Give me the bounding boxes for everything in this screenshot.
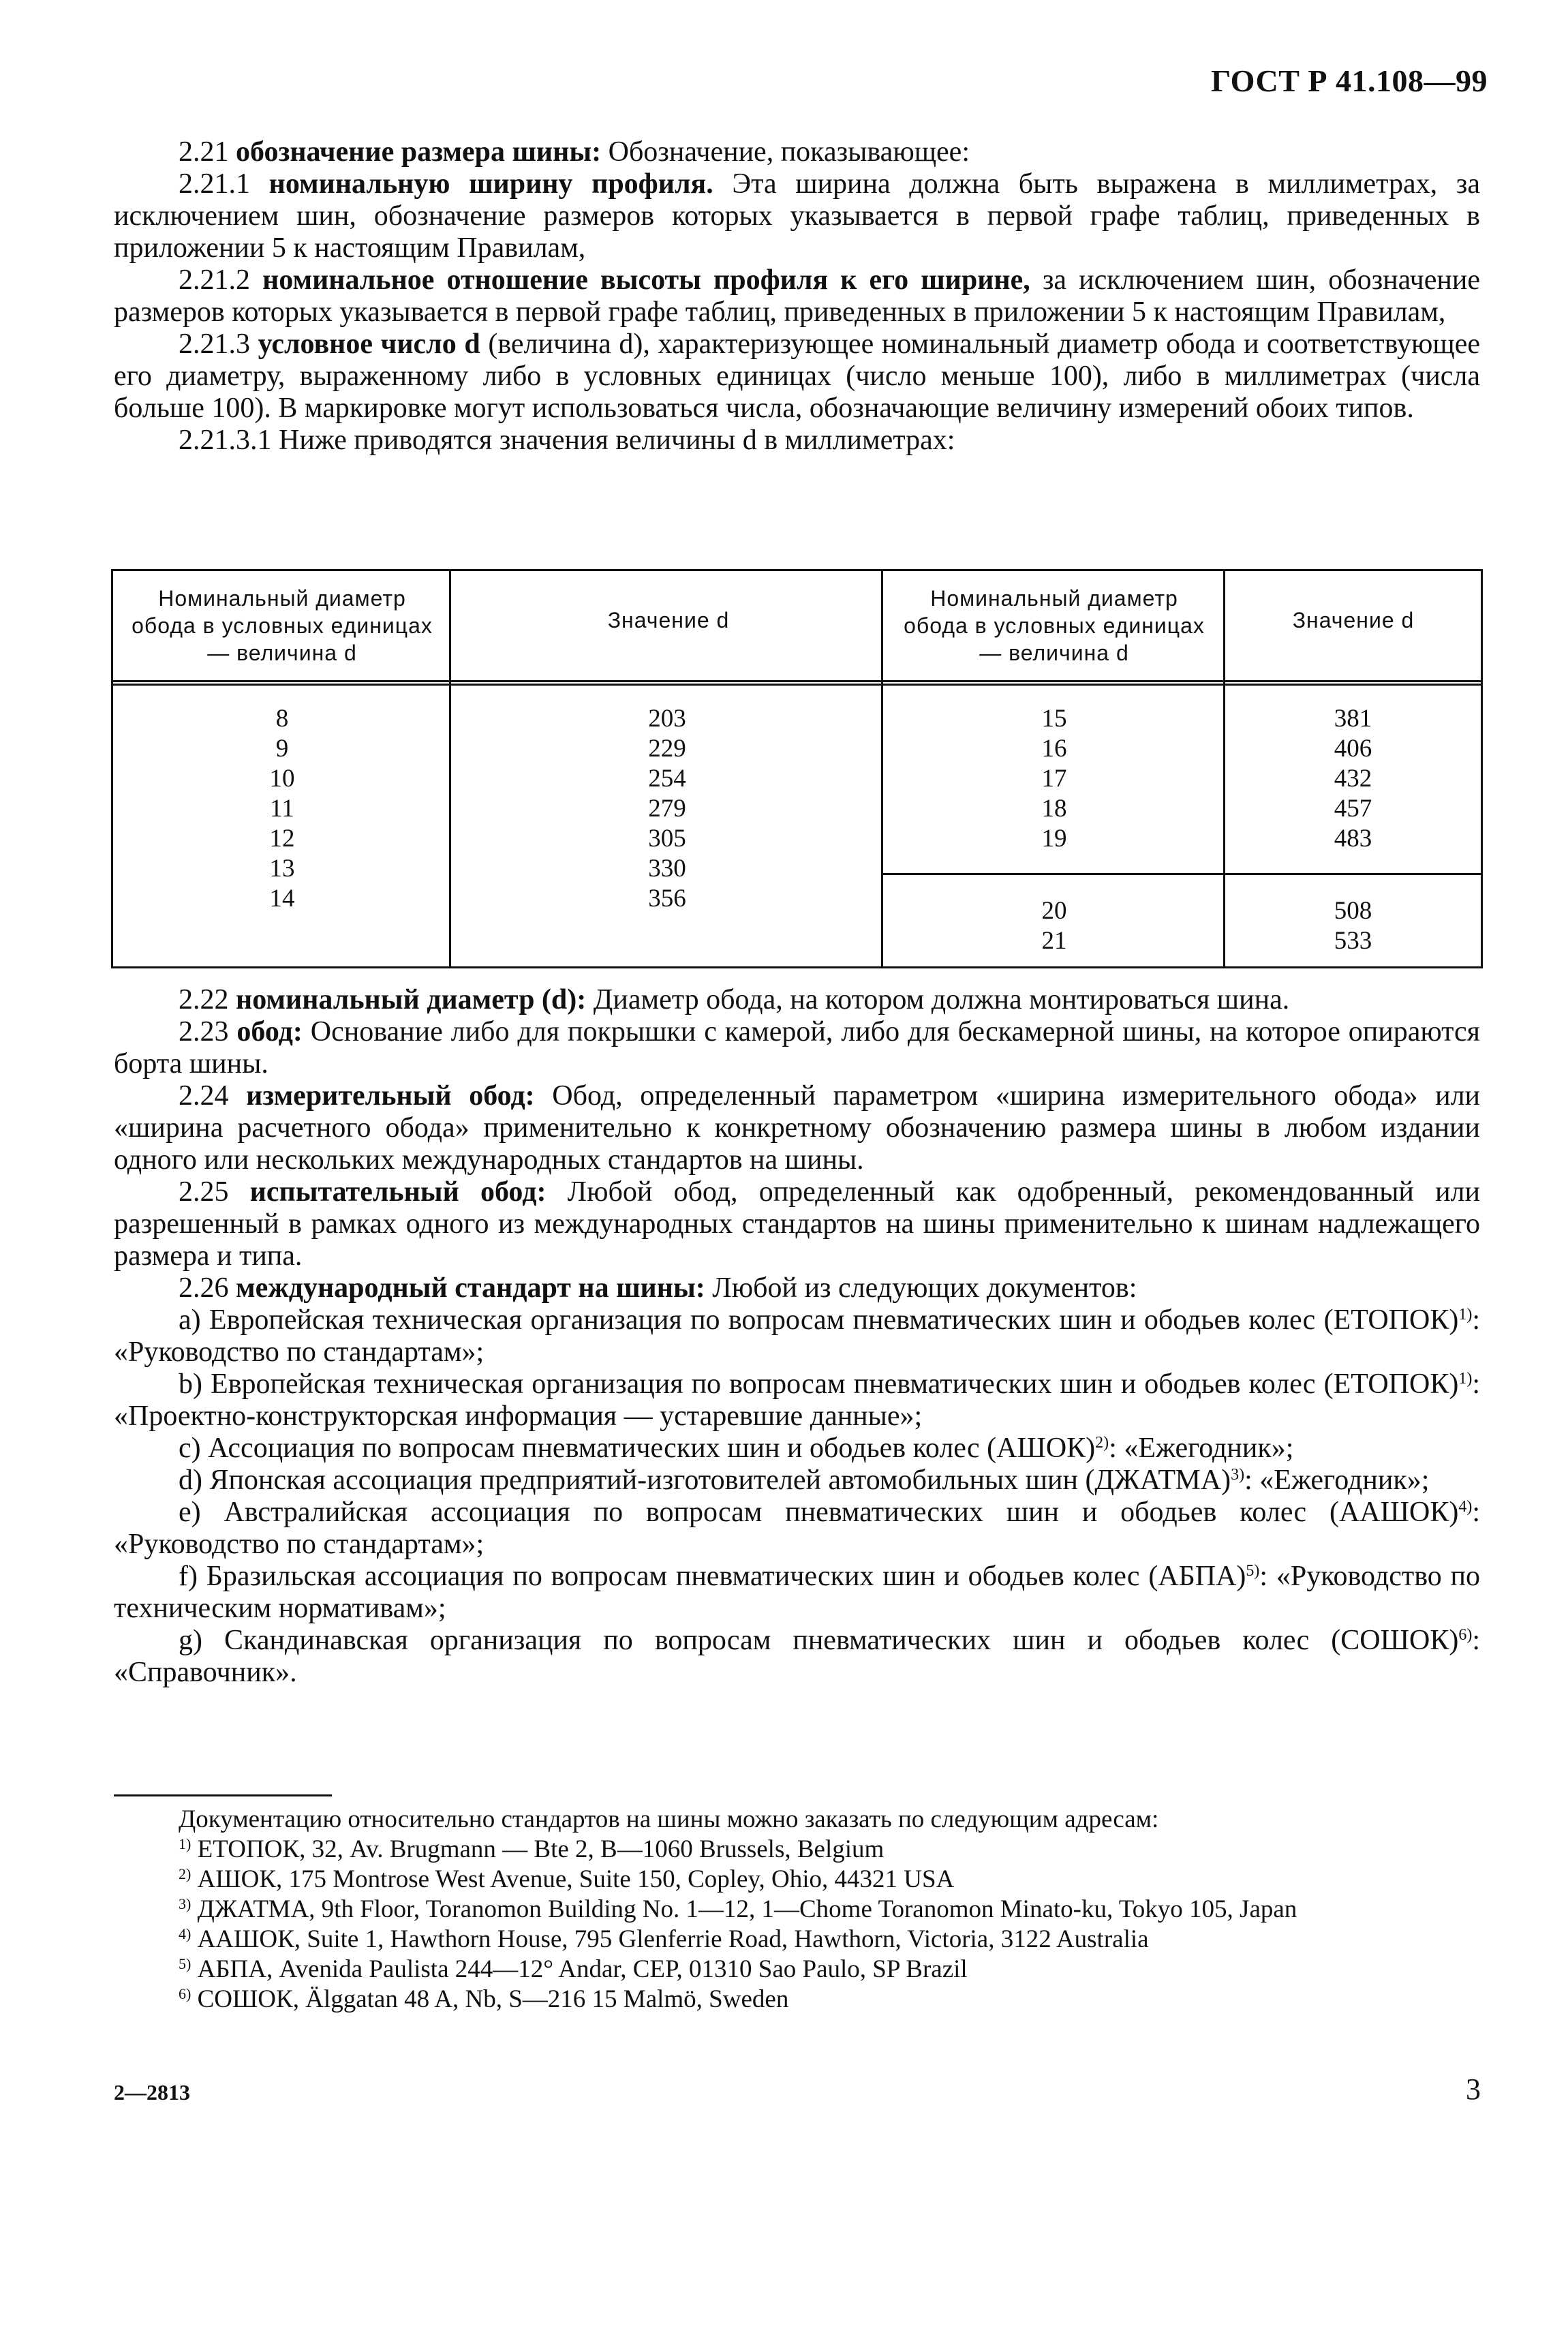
document-code-header: ГОСТ Р 41.108—99 — [1211, 63, 1488, 98]
table-cell: 330 — [648, 855, 686, 883]
footnote-item: $^{5)}$ АБПА, Avenida Paulista 244—12° Andar, CEP, 01310 Sao Paulo, SP Brazil — [179, 1955, 968, 1983]
footnote-ref: 3) — [1231, 1466, 1245, 1484]
table-cell: 279 — [648, 795, 686, 823]
list-item-c: c) Ассоциация по вопросам пневматических шин и ободьев колес (АШОК)$^{2)}$: «Ежегодник»; — [179, 1433, 1294, 1464]
table-cell: 13 — [269, 855, 295, 883]
table-cell: 483 — [1334, 825, 1372, 853]
paragraph-2-24: 2.24 измерительный обод: Обод, определенный параметром «ширина измерительного обода» или «ширина расчетного обода» применительно к конкретному обозначению размера шины в любом издании одного или нескольких международных стандартов на шины. — [114, 1080, 1481, 1176]
term: обод: — [236, 1016, 303, 1047]
table-cell: 12 — [269, 825, 295, 853]
list-item-d: d) Японская ассоциация предприятий-изготовителей автомобильных шин (ДЖАТМА)$^{3)}$: «Ежегодник»; — [179, 1465, 1430, 1496]
table-cell: 305 — [648, 825, 686, 853]
table-cell: 11 — [270, 795, 294, 823]
footnote-ref: 4) — [1458, 1498, 1473, 1516]
table-cell: 17 — [1041, 765, 1067, 793]
table-cell: 533 — [1334, 927, 1372, 955]
paragraph-2-25: 2.25 испытательный обод: Любой обод, определенный как одобренный, рекомендованный или разрешенный в рамках одного из международных стандартов на шины применительно к шинам надлежащего размера и типа. — [114, 1176, 1480, 1272]
paragraph-2-22: 2.22 номинальный диаметр (d): Диаметр обода, на котором должна монтироваться шина. — [179, 984, 1290, 1015]
table-header-separator — [113, 680, 1481, 686]
list-item-g: g) Скандинавская организация по вопросам пневматических шин и ободьев колес (СОШОК)$^{6)}$: «Справочник». — [114, 1625, 1480, 1688]
term: международный стандарт на шины: — [236, 1272, 705, 1304]
paragraph-2-21-2: 2.21.2 номинальное отношение высоты профиля к его ширине, за исключением шин, обозначение размеров которых указывается в первой графе таблиц, приведенных в приложении 5 к настоящим Правилам, — [114, 264, 1480, 328]
footnote-ref: 1) — [1458, 1370, 1473, 1388]
paragraph-2-26: 2.26 международный стандарт на шины: Любой из следующих документов: — [179, 1272, 1137, 1304]
table-cell: 381 — [1334, 705, 1372, 733]
table-cell: 9 — [275, 735, 289, 763]
table-cell: 18 — [1041, 795, 1067, 823]
paragraph-2-21: 2.21 обозначение размера шины: Обозначение, показывающее: — [179, 136, 970, 168]
table-cell: 14 — [269, 885, 295, 913]
footnote-ref: 6) — [1458, 1626, 1473, 1644]
table-column-codes-left — [113, 704, 451, 914]
print-order-code: 2—2813 — [114, 2080, 190, 2105]
footnote-separator — [114, 1794, 332, 1796]
list-item-f: f) Бразильская ассоциация по вопросам пневматических шин и ободьев колес (АБПА)$^{5)}$: «Руководство по техническим нормативам»; — [114, 1561, 1480, 1624]
table-cell: 10 — [269, 765, 295, 793]
footnote-item: $^{1)}$ ЕТОПОК, 32, Av. Brugmann — Bte 2, B—1060 Brussels, Belgium — [179, 1835, 885, 1863]
table-cell: 8 — [275, 705, 289, 733]
table-header-cell: Номинальный диаметр обода в условных единицах — величина d — [132, 586, 433, 665]
footnote-ref: 2) — [1095, 1434, 1109, 1452]
paragraph-2-21-1: 2.21.1 номинальную ширину профиля. Эта ширина должна быть выражена в миллиметрах, за исключением шин, обозначение размеров которых указывается в первой графе таблиц, приведенных в приложении 5 к настоящим Правилам, — [114, 168, 1481, 264]
term: номинальное отношение высоты профиля к его ширине, — [262, 264, 1030, 296]
table-cell: 20 — [1041, 897, 1067, 925]
table-cell: 229 — [648, 735, 686, 763]
term: номинальную ширину профиля. — [268, 168, 713, 200]
footnote-ref: 5) — [1246, 1562, 1260, 1580]
table-cell: 254 — [648, 765, 686, 793]
table-cell: 356 — [648, 885, 686, 913]
table-row-divider — [883, 873, 1481, 875]
table-cell: 457 — [1334, 795, 1372, 823]
table-cell: 432 — [1334, 765, 1372, 793]
table-cell: 15 — [1041, 705, 1067, 733]
paragraph-2-21-3: 2.21.3 условное число d (величина d), характеризующее номинальный диаметр обода и соответствующее его диаметру, выраженному либо в условных единицах (число меньше 100), либо в миллиметрах (числа больше 100). В маркировке могут использоваться числа, обозначающие величину измерений обоих типов. — [114, 328, 1480, 424]
footnote-item: $^{3)}$ ДЖАТМА, 9th Floor, Toranomon Building No. 1—12, 1—Chome Toranomon Minato-ku, Tokyo 105, Japan — [179, 1895, 1297, 1923]
table-cell: 19 — [1041, 825, 1067, 853]
paragraph-2-23: 2.23 обод: Основание либо для покрышки с камерой, либо для бескамерной шины, на которое опираются борта шины. — [114, 1016, 1481, 1080]
table-column-codes-right — [883, 704, 1225, 854]
list-item-a: a) Европейская техническая организация по вопросам пневматических шин и ободьев колес (ЕТОПОК)$^{1)}$: «Руководство по стандартам»; — [114, 1304, 1480, 1368]
table-column-values-right-lower — [1225, 896, 1481, 956]
table-column-values-right — [1225, 704, 1481, 854]
list-item-e: e) Австралийская ассоциация по вопросам пневматических шин и ободьев колес (ААШОК)$^{4)}$: «Руководство по стандартам»; — [114, 1497, 1480, 1560]
footnotes — [114, 1805, 1480, 2015]
page-number: 3 — [1466, 2072, 1481, 2106]
footnote-item: $^{6)}$ СОШОК, Älggatan 48 A, Nb, S—216 15 Malmö, Sweden — [179, 1985, 789, 2013]
table-column-values-left — [451, 704, 883, 914]
footnotes-lead: Документацию относительно стандартов на шины можно заказать по следующим адресам: — [179, 1805, 1159, 1833]
definitions-section — [114, 984, 1480, 1689]
table-header-cell: Значение d — [1292, 608, 1415, 632]
intro-section — [114, 136, 1480, 457]
term: обозначение размера шины: — [236, 136, 602, 168]
table-column-codes-right-lower — [883, 896, 1225, 956]
list-item-b: b) Европейская техническая организация по вопросам пневматических шин и ободьев колес (ЕТОПОК)$^{1)}$: «Проектно-конструкторская информация — устаревшие данные»; — [114, 1368, 1480, 1432]
footnote-ref: 1) — [1458, 1306, 1473, 1323]
table-cell: 16 — [1041, 735, 1067, 763]
table-cell: 508 — [1334, 897, 1372, 925]
table-header-cell: Значение d — [607, 608, 730, 632]
table-cell: 203 — [648, 705, 686, 733]
term: условное число d — [258, 328, 480, 360]
term: испытательный обод: — [249, 1176, 547, 1208]
table-cell: 21 — [1041, 927, 1067, 955]
paragraph-2-21-3-1: 2.21.3.1 Ниже приводятся значения величины d в миллиметрах: — [179, 425, 955, 456]
table-header-cell: Номинальный диаметр обода в условных единицах — величина d — [904, 586, 1205, 665]
term: номинальный диаметр (d): — [236, 984, 587, 1015]
table-cell: 406 — [1334, 735, 1372, 763]
footnote-item: $^{4)}$ ААШОК, Suite 1, Hawthorn House, 795 Glenferrie Road, Hawthorn, Victoria, 3122 Australia — [179, 1925, 1149, 1953]
term: измерительный обод: — [246, 1080, 535, 1112]
rim-diameter-table — [111, 569, 1483, 968]
footnote-item: $^{2)}$ АШОК, 175 Montrose West Avenue, Suite 150, Copley, Ohio, 44321 USA — [179, 1865, 955, 1893]
